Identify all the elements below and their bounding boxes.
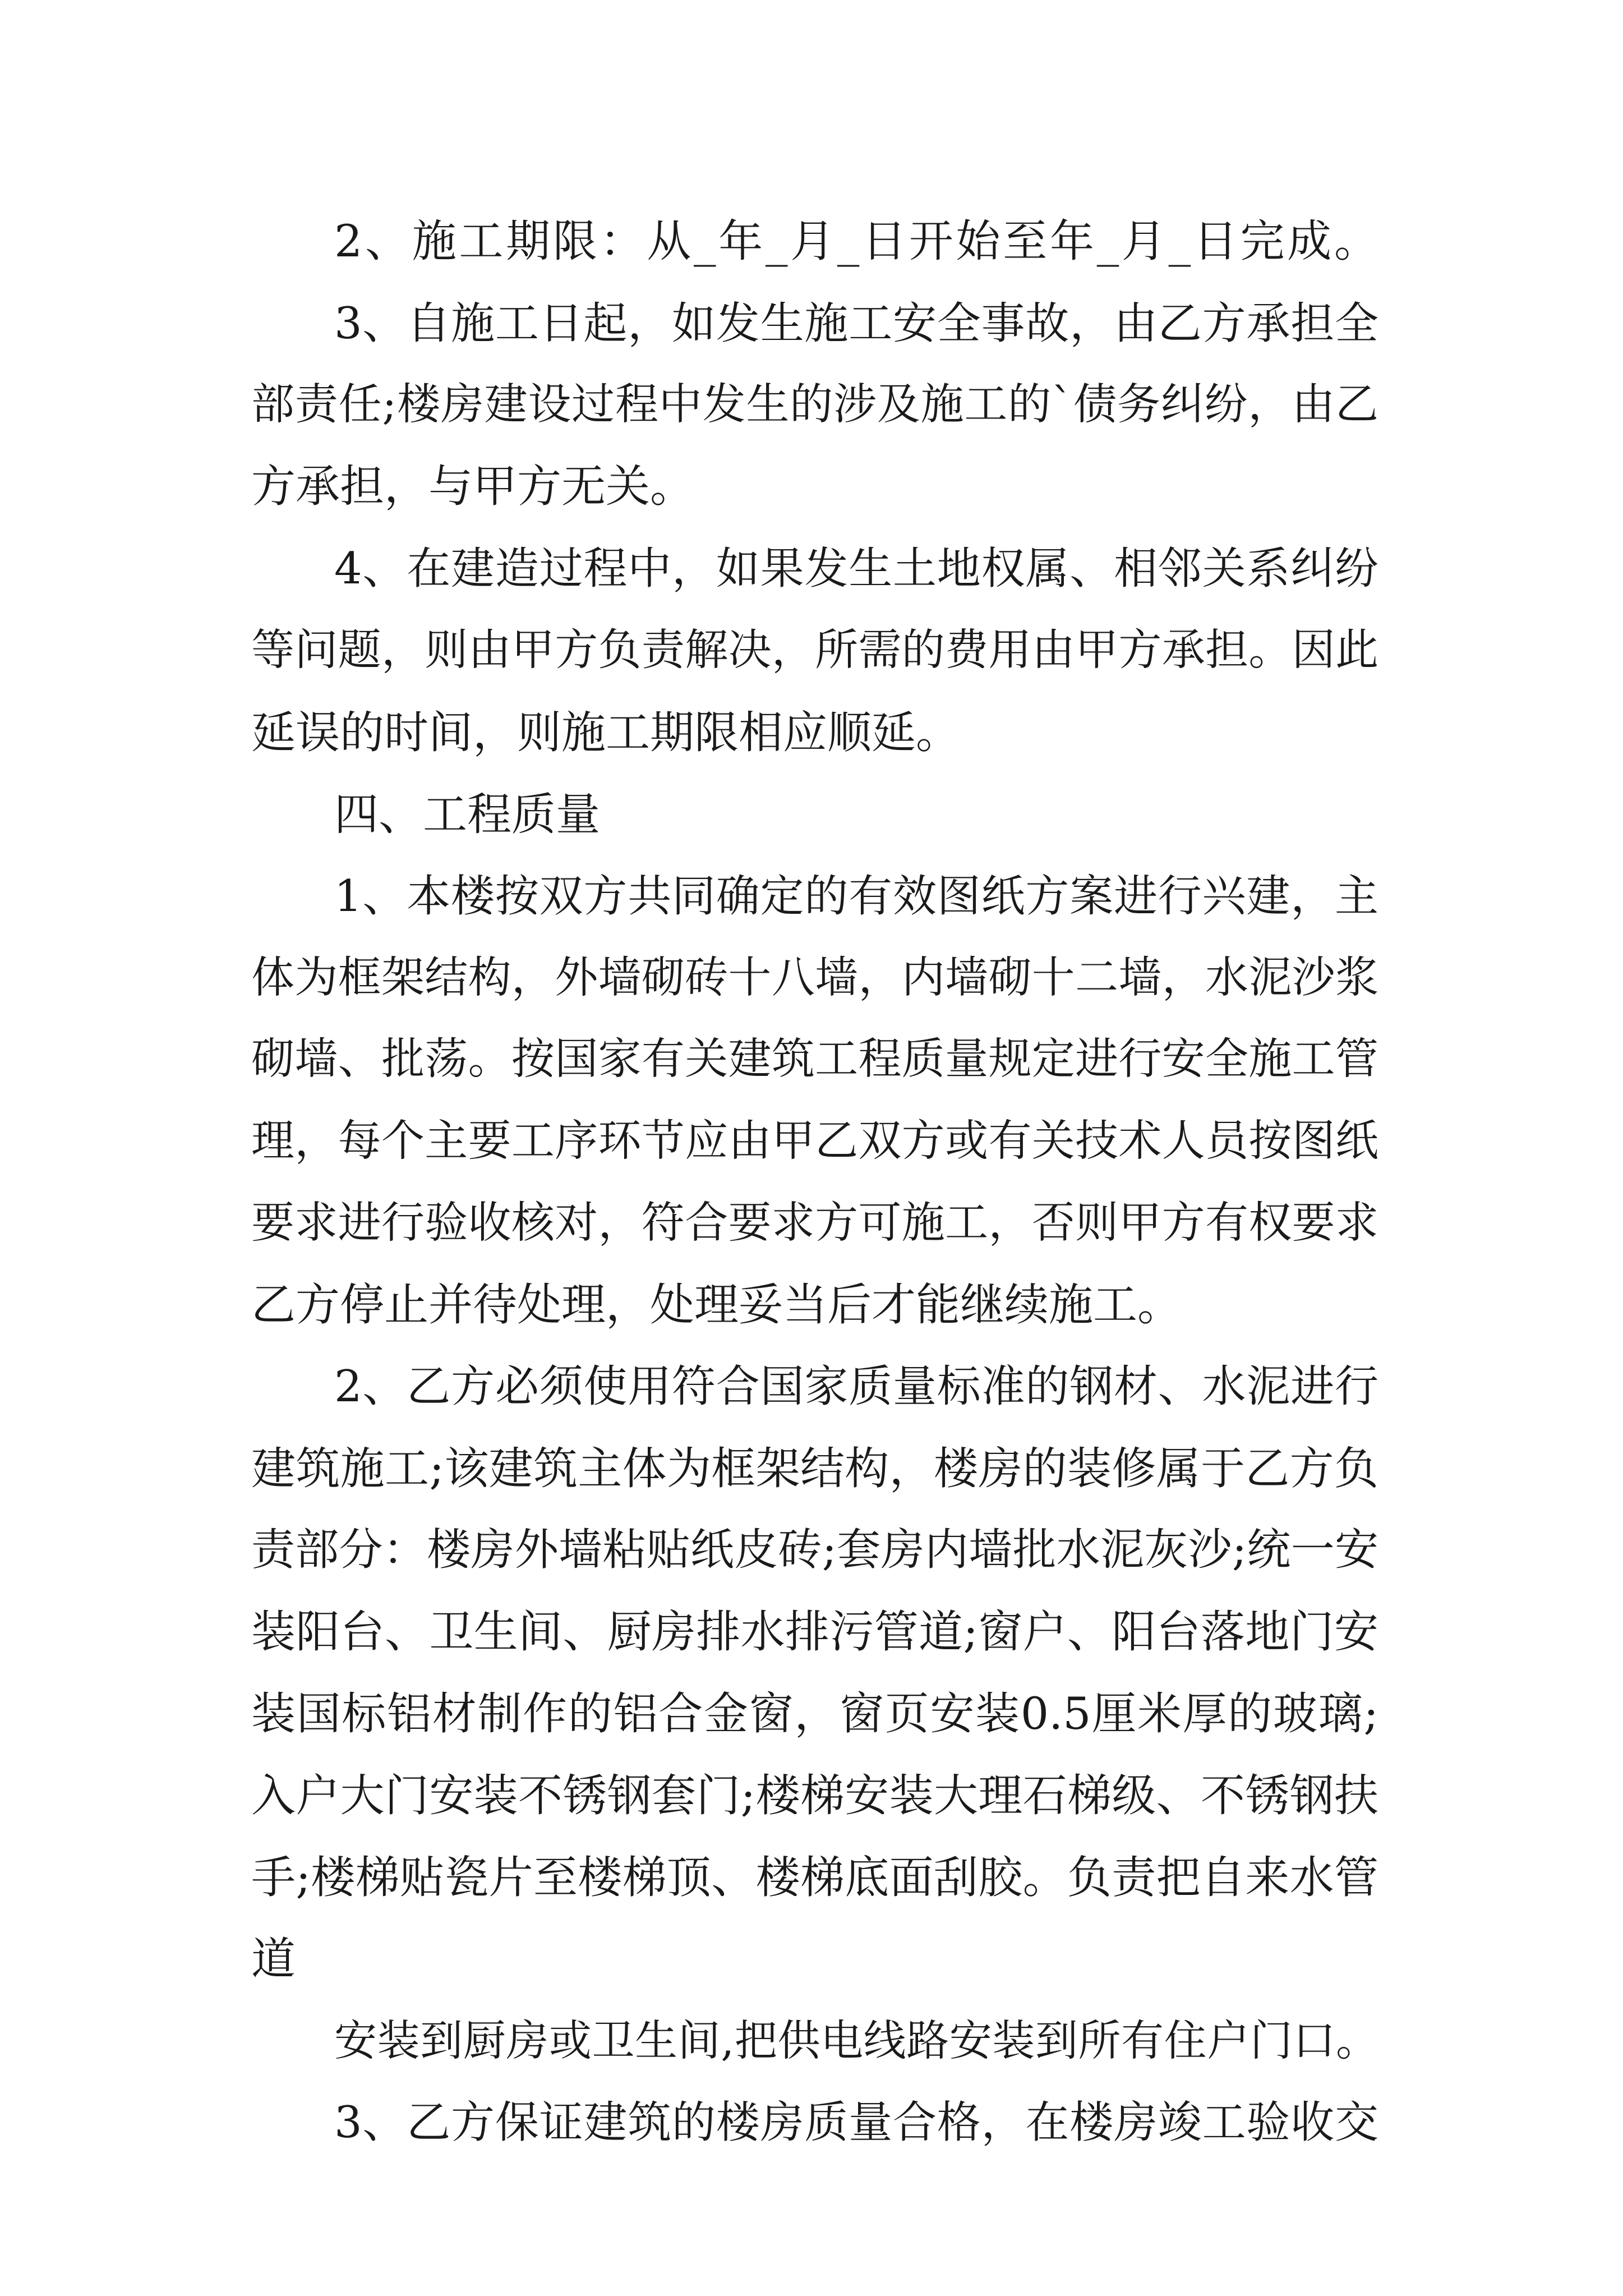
text-line: 1、本楼按双方共同确定的有效图纸方案进行兴建，主 [334, 871, 1378, 922]
text-line: 2、施工期限：从_年_月_日开始至年_月_日完成。 [334, 215, 1378, 267]
text-line: 延误的时间，则施工期限相应顺延。 [251, 707, 960, 758]
text-line: 道 [251, 1933, 296, 1985]
text-line: 责部分：楼房外墙粘贴纸皮砖;套房内墙批水泥灰沙;统一安 [251, 1525, 1378, 1575]
text-line: 装阳台、卫生间、厨房排水排污管道;窗户、阳台落地门安 [251, 1606, 1378, 1658]
text-line: 装国标铝材制作的铝合金窗，窗页安装0.5厘米厚的玻璃; [251, 1688, 1378, 1740]
text-line: 方承担，与甲方无关。 [251, 461, 694, 512]
text-line: 砌墙、批荡。按国家有关建筑工程质量规定进行安全施工管 [251, 1034, 1378, 1084]
text-line: 3、自施工日起，如发生施工安全事故，由乙方承担全 [334, 298, 1378, 349]
text-line: 2、乙方必须使用符合国家质量标准的钢材、水泥进行 [334, 1361, 1378, 1412]
text-line: 乙方停止并待处理，处理妥当后才能继续施工。 [251, 1279, 1182, 1331]
text-line: 入户大门安装不锈钢套门;楼梯安装大理石梯级、不锈钢扶 [251, 1770, 1378, 1821]
text-line: 建筑施工;该建筑主体为框架结构，楼房的装修属于乙方负 [251, 1443, 1378, 1494]
text-line: 手;楼梯贴瓷片至楼梯顶、楼梯底面刮胶。负责把自来水管 [251, 1852, 1378, 1903]
text-line: 理，每个主要工序环节应由甲乙双方或有关技术人员按图纸 [251, 1116, 1378, 1166]
text-line: 4、在建造过程中，如果发生土地权属、相邻关系纠纷 [334, 544, 1378, 594]
text-line: 部责任;楼房建设过程中发生的涉及施工的`债务纠纷，由乙 [251, 380, 1378, 430]
text-line: 要求进行验收核对，符合要求方可施工，否则甲方有权要求 [251, 1198, 1378, 1248]
section-heading: 四、工程质量 [334, 789, 600, 840]
text-line: 3、乙方保证建筑的楼房质量合格，在楼房竣工验收交 [334, 2097, 1378, 2148]
text-line: 体为框架结构，外墙砌砖十八墙，内墙砌十二墙，水泥沙浆 [251, 953, 1378, 1003]
text-line: 等问题，则由甲方负责解决，所需的费用由甲方承担。因此 [251, 625, 1378, 675]
text-line: 安装到厨房或卫生间,把供电线路安装到所有住户门口。 [334, 2016, 1378, 2065]
